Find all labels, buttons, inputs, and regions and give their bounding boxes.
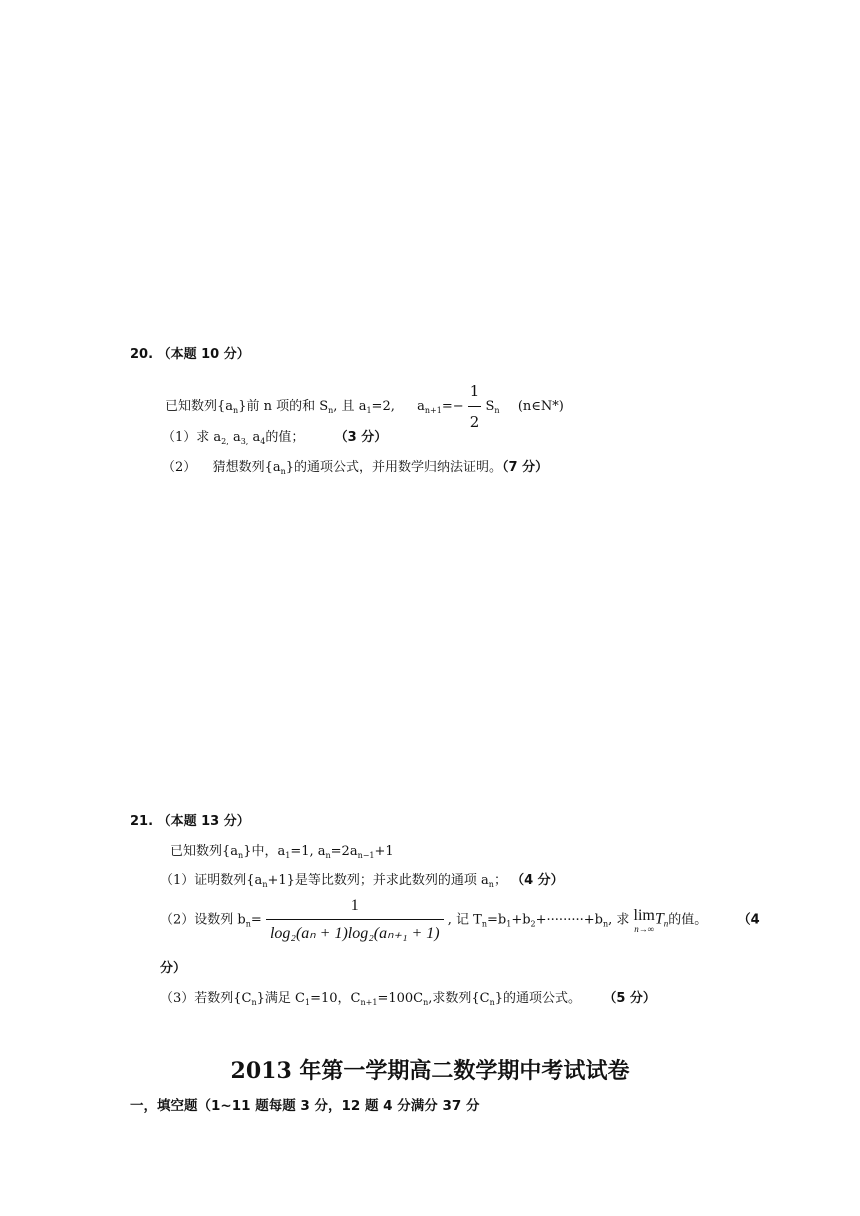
q21-part3-score: （5 分）: [603, 991, 656, 1006]
q21-intro: 已知数列$\{a_n\}$中，$a_1=1$, $a_n=2a_{n-1}+1$: [170, 844, 394, 860]
q21-part2-score: （4: [737, 912, 760, 928]
q20-number: 20.: [130, 347, 154, 362]
q20-part2-score: （7 分）: [502, 460, 549, 475]
q21-part1-score: （4 分）: [511, 873, 564, 888]
q20-fraction: $\frac{1}{2}$: [468, 376, 482, 437]
q21-part2: （2）设数列 $b_n=$ $\frac{1}{\text{log₂(aₙ + 1)log₂(aₙ₊₁ + 1)}}$ , 记 $T_n=b_1+b_2+\cdot\cdot\cdot\cdot\cdot\cdot\cdot\cdot\cdot+b_n$, 求 lim n→∞ $T_n$的值。 （4: [160, 897, 760, 942]
q20-part1-score: （3 分）: [334, 430, 388, 445]
q20-domain: (n∈N*): [517, 399, 564, 414]
q20-score-header: （本题 10 分）: [157, 347, 250, 362]
answer-sheet-title: 2013 年第一学期高二数学期中考试试卷: [230, 1058, 630, 1084]
q20-header: [130, 343, 250, 362]
q21-part1: （1）证明数列$\{a_n+1\}$是等比数列；并求此数列的通项 $a_n$； （4 分）: [160, 873, 564, 889]
q21-number: 21.: [130, 814, 154, 829]
limit-expression: lim n→∞: [633, 906, 655, 934]
section-fill-in-header: 一，填空题（1~11 题每题 3 分，12 题 4 分满分 37 分: [130, 1098, 480, 1114]
q20-part2: （2） 猜想数列$\{a_n\}$的通项公式，并用数学归纳法证明。（7 分）: [162, 460, 549, 476]
q21-header: [130, 810, 250, 829]
q21-fraction: $\frac{1}{\text{log₂(aₙ + 1)log₂(aₙ₊₁ + 1)}}$: [266, 896, 444, 944]
q21-score-header: （本题 13 分）: [157, 814, 250, 829]
q20-part1: （1）求 $a_{2,}$ $a_{3,}$ $a_4$的值； （3 分）: [162, 430, 388, 446]
q21-part2-score-cont: 分）: [160, 961, 187, 976]
q21-part3: （3）若数列$\{C_n\}$满足 $C_1=10$，$C_{n+1}=100C_n$,求数列$\{C_n\}$的通项公式。 （5 分）: [160, 991, 656, 1007]
q20-intro: 已知数列$\{a_n\}$前 n 项的和 $S_n$, 且 $a_1=2$, $a_{n+1}=-$ $\frac{1}{2}$ $S_n$ (n∈N*): [165, 376, 564, 416]
